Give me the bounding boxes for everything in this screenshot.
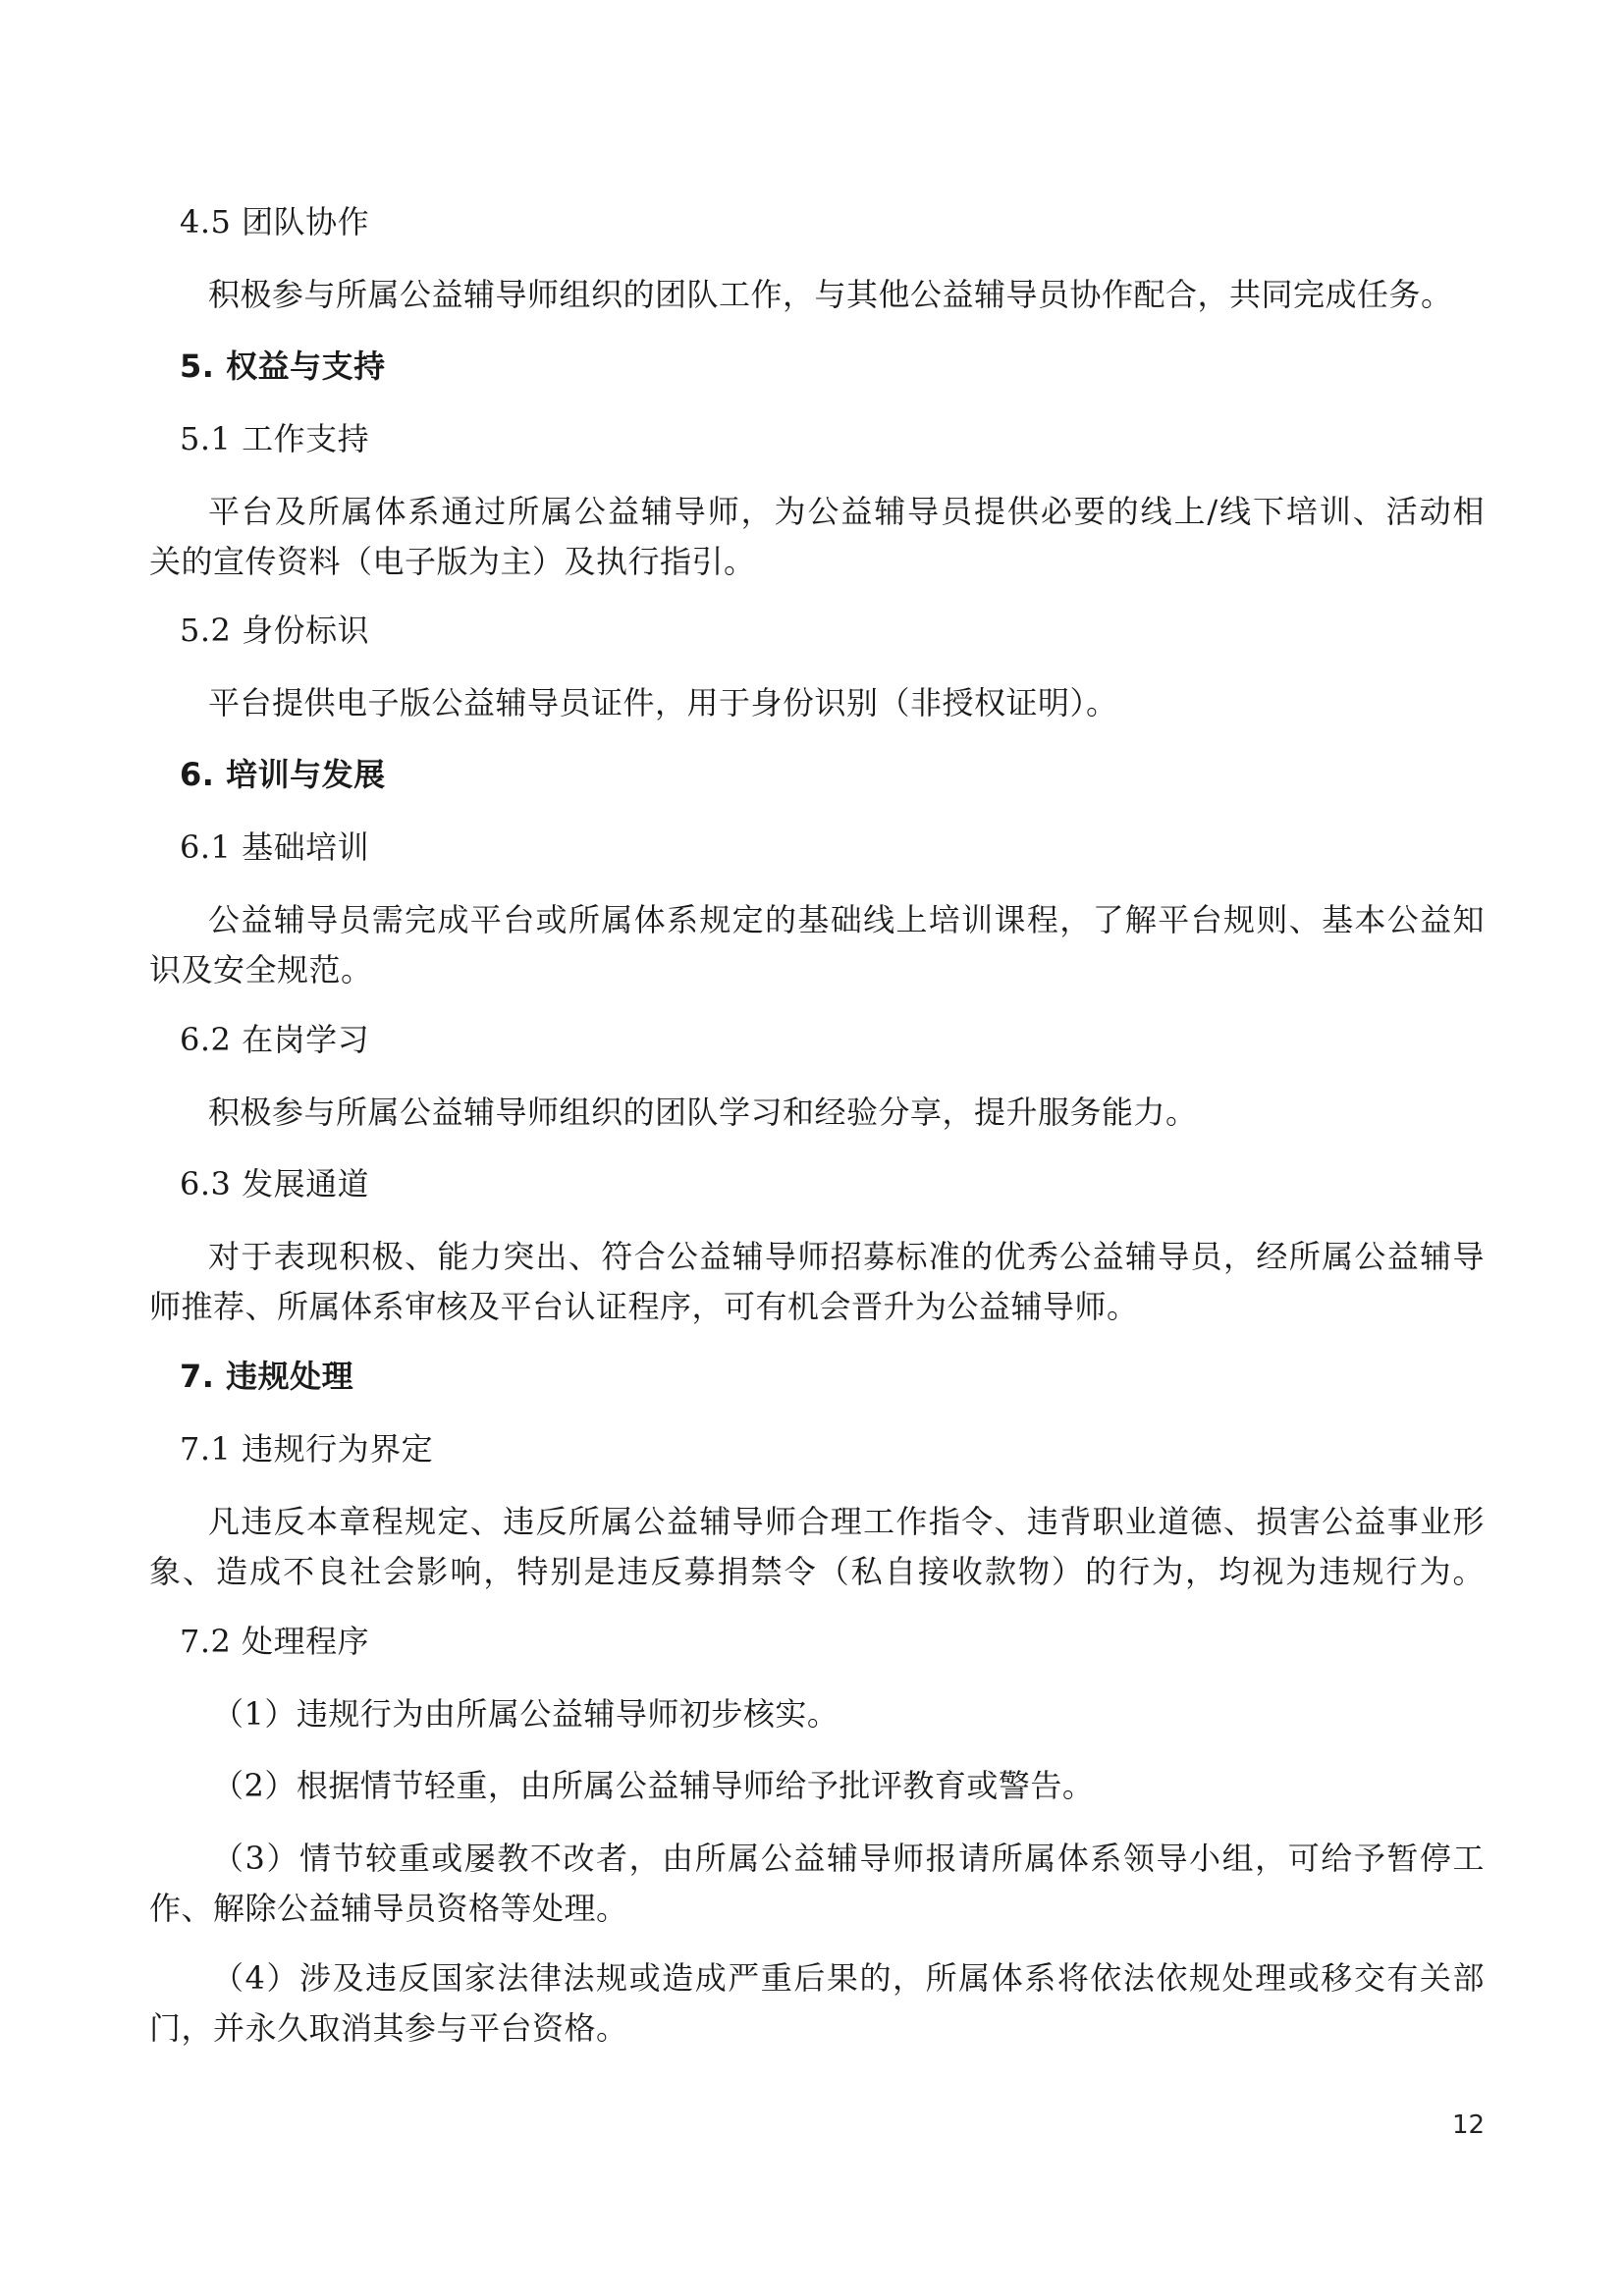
section-7-2-item-3-line-2: 作、解除公益辅导员资格等处理。 bbox=[149, 1890, 628, 1927]
section-6-3-heading: 6.3 发展通道 bbox=[180, 1165, 370, 1202]
section-5-2-body: 平台提供电子版公益辅导员证件，用于身份识别（非授权证明）。 bbox=[208, 684, 1118, 721]
section-5-1-body-line-1: 平台及所属体系通过所属公益辅导师，为公益辅导员提供必要的线上/线下培训、活动相 bbox=[208, 493, 1485, 530]
section-6-3-body-line-1: 对于表现积极、能力突出、符合公益辅导师招募标准的优秀公益辅导员，经所属公益辅导 bbox=[208, 1238, 1485, 1275]
section-7-2-item-1: （1）违规行为由所属公益辅导师初步核实。 bbox=[212, 1695, 839, 1733]
section-5-1-body-line-2: 关的宣传资料（电子版为主）及执行指引。 bbox=[149, 543, 756, 580]
page-number: 12 bbox=[1452, 2110, 1486, 2140]
section-6-1-body-line-1: 公益辅导员需完成平台或所属体系规定的基础线上培训课程，了解平台规则、基本公益知 bbox=[208, 901, 1485, 938]
section-6-heading: 6. 培训与发展 bbox=[180, 756, 386, 793]
section-4-5-body: 积极参与所属公益辅导师组织的团队工作，与其他公益辅导员协作配合，共同完成任务。 bbox=[208, 276, 1453, 313]
section-7-heading: 7. 违规处理 bbox=[180, 1358, 354, 1395]
section-7-1-body-line-2: 象、造成不良社会影响，特别是违反募捐禁令（私自接收款物）的行为，均视为违规行为。 bbox=[149, 1553, 1485, 1590]
section-7-2-item-4-line-2: 门，并永久取消其参与平台资格。 bbox=[149, 2009, 628, 2047]
section-7-2-item-2: （2）根据情节轻重，由所属公益辅导师给予批评教育或警告。 bbox=[212, 1767, 1095, 1804]
section-4-5-heading: 4.5 团队协作 bbox=[180, 203, 370, 240]
section-5-1-heading: 5.1 工作支持 bbox=[180, 420, 370, 457]
section-7-2-heading: 7.2 处理程序 bbox=[180, 1623, 370, 1660]
section-6-3-body-line-2: 师推荐、所属体系审核及平台认证程序，可有机会晋升为公益辅导师。 bbox=[149, 1288, 1139, 1325]
section-5-2-heading: 5.2 身份标识 bbox=[180, 612, 370, 649]
section-7-1-heading: 7.1 违规行为界定 bbox=[180, 1430, 434, 1468]
section-6-1-heading: 6.1 基础培训 bbox=[180, 828, 370, 866]
section-6-1-body-line-2: 识及安全规范。 bbox=[149, 951, 373, 988]
section-6-2-heading: 6.2 在岗学习 bbox=[180, 1021, 370, 1058]
section-7-2-item-4-line-1: （4）涉及违反国家法律法规或造成严重后果的，所属体系将依法依规处理或移交有关部 bbox=[212, 1959, 1485, 1997]
section-7-1-body-line-1: 凡违反本章程规定、违反所属公益辅导师合理工作指令、违背职业道德、损害公益事业形 bbox=[208, 1503, 1485, 1540]
section-7-2-item-3-line-1: （3）情节较重或屡教不改者，由所属公益辅导师报请所属体系领导小组，可给予暂停工 bbox=[212, 1840, 1485, 1877]
section-6-2-body: 积极参与所属公益辅导师组织的团队学习和经验分享，提升服务能力。 bbox=[208, 1094, 1198, 1131]
section-5-heading: 5. 权益与支持 bbox=[180, 347, 386, 385]
